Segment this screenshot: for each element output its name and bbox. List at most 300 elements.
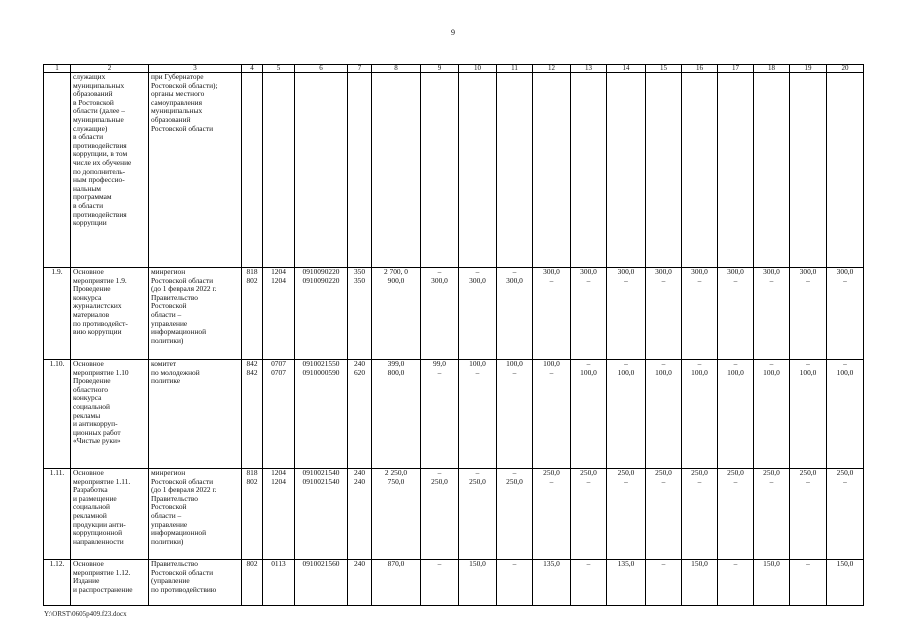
value-cell-c12 bbox=[533, 73, 571, 268]
value-cell-c4 bbox=[242, 268, 263, 360]
value-cell-c17 bbox=[718, 268, 754, 360]
value-cell-c6 bbox=[295, 469, 348, 560]
value-cell-c17 bbox=[718, 73, 754, 268]
executor-line: политике bbox=[151, 376, 181, 386]
row-number-cell: 1.10. bbox=[44, 360, 71, 469]
value-line: 250,0 bbox=[727, 468, 744, 477]
executor-line: области – bbox=[151, 510, 182, 520]
executor-line: Правительство bbox=[151, 292, 198, 302]
executor-line: Ростовской области bbox=[151, 123, 214, 133]
executor-line: Ростовской области bbox=[151, 476, 214, 486]
value-cell-c4 bbox=[242, 73, 263, 268]
value-cell-c6 bbox=[295, 73, 348, 268]
value-cell-c12 bbox=[533, 560, 571, 606]
value-line: 0910090220 bbox=[302, 275, 340, 285]
value-line: – bbox=[769, 275, 774, 285]
event-name-line: коррупционной bbox=[73, 528, 123, 538]
value-line: 300,0 bbox=[580, 267, 597, 276]
value-cell-c18 bbox=[754, 469, 790, 560]
header-cell-1: 1 bbox=[44, 65, 71, 73]
value-line: – bbox=[549, 275, 554, 285]
value-cell-c9 bbox=[421, 268, 459, 360]
value-line: – bbox=[437, 367, 442, 377]
value-line: 100,0 bbox=[727, 367, 744, 377]
event-name-line: коррупции, в том bbox=[73, 149, 128, 159]
executor-line: информационной bbox=[151, 528, 207, 538]
value-line: – bbox=[843, 275, 847, 285]
executor-line: политики) bbox=[151, 536, 184, 546]
value-line: 900,0 bbox=[387, 275, 405, 285]
value-line: 1204 bbox=[271, 476, 286, 486]
executor-cell bbox=[149, 268, 242, 360]
value-line: – bbox=[733, 559, 738, 568]
value-line: – bbox=[661, 275, 666, 285]
executor-cell bbox=[149, 73, 242, 268]
value-line: 100,0 bbox=[469, 359, 486, 368]
executor-line: органы местного bbox=[151, 89, 205, 99]
value-cell-c6 bbox=[295, 360, 348, 469]
value-line: – bbox=[661, 476, 666, 486]
header-cell-14: 14 bbox=[607, 65, 646, 73]
executor-line: Ростовской области); bbox=[151, 80, 218, 90]
executor-line: (до 1 февраля 2022 г. bbox=[151, 485, 217, 495]
event-name-line: ционных работ bbox=[73, 427, 121, 437]
value-cell-c4 bbox=[242, 360, 263, 469]
value-cell-c8 bbox=[372, 560, 421, 606]
value-cell-c19 bbox=[790, 360, 827, 469]
value-line: 1204 bbox=[271, 275, 286, 285]
table-body bbox=[44, 65, 864, 606]
value-cell-c16 bbox=[682, 73, 718, 268]
executor-line: по противодействию bbox=[151, 584, 217, 594]
value-line: 0910021550 bbox=[302, 359, 340, 368]
executor-line: при Губернаторе bbox=[151, 72, 204, 81]
value-line: – bbox=[586, 476, 591, 486]
value-line: 818 bbox=[246, 468, 258, 477]
event-name-line: Разработка bbox=[73, 485, 108, 495]
value-line: 250,0 bbox=[691, 468, 708, 477]
value-cell-c5 bbox=[263, 560, 295, 606]
value-line: – bbox=[586, 359, 591, 368]
value-cell-c18 bbox=[754, 560, 790, 606]
event-name-line: вию коррупции bbox=[73, 327, 122, 337]
executor-line: информационной bbox=[151, 327, 207, 337]
event-name-cell bbox=[71, 560, 149, 606]
value-line: 100,0 bbox=[799, 367, 817, 377]
executor-line: Ростовской области bbox=[151, 275, 214, 285]
header-cell-5: 5 bbox=[263, 65, 295, 73]
value-line: 250,0 bbox=[431, 476, 448, 486]
value-line: – bbox=[806, 559, 810, 568]
value-cell-c13 bbox=[571, 73, 607, 268]
header-cell-17: 17 bbox=[718, 65, 754, 73]
value-line: 0910021540 bbox=[302, 476, 340, 486]
value-cell-c4 bbox=[242, 560, 263, 606]
event-name-line: нальным bbox=[73, 183, 101, 193]
value-line: 150,0 bbox=[836, 559, 854, 568]
value-line: – bbox=[806, 275, 810, 285]
event-name-line: мероприятие 1.10 bbox=[73, 367, 129, 377]
value-line: 0910021540 bbox=[302, 468, 340, 477]
event-name-line: образований bbox=[73, 89, 113, 99]
value-line: – bbox=[733, 275, 738, 285]
value-line: – bbox=[512, 559, 517, 568]
value-cell-c20 bbox=[827, 360, 864, 469]
value-line: – bbox=[512, 267, 517, 276]
event-name-line: рекламной bbox=[73, 510, 107, 520]
value-line: 0113 bbox=[271, 559, 286, 568]
executor-line: самоуправления bbox=[151, 97, 203, 107]
value-line: 250,0 bbox=[836, 468, 854, 477]
value-line: 0910021560 bbox=[302, 559, 340, 568]
value-line: – bbox=[586, 559, 591, 568]
value-line: 135,0 bbox=[543, 559, 560, 568]
event-name-line: и распространение bbox=[73, 584, 133, 594]
value-cell-c19 bbox=[790, 73, 827, 268]
event-name-line: коррупции bbox=[73, 218, 107, 228]
value-cell-c13 bbox=[571, 360, 607, 469]
header-cell-10: 10 bbox=[459, 65, 497, 73]
value-line: 0707 bbox=[271, 359, 286, 368]
row-number-cell bbox=[44, 73, 71, 268]
value-line: 842 bbox=[246, 367, 258, 377]
header-cell-13: 13 bbox=[571, 65, 607, 73]
table-row bbox=[44, 73, 864, 268]
value-line: 300,0 bbox=[799, 267, 817, 276]
event-name-line: и размещение bbox=[73, 493, 117, 503]
value-line: – bbox=[624, 359, 628, 368]
value-cell-c15 bbox=[646, 560, 682, 606]
value-line: – bbox=[733, 359, 738, 368]
value-cell-c10 bbox=[459, 360, 497, 469]
header-cell-6: 6 bbox=[295, 65, 348, 73]
value-cell-c13 bbox=[571, 268, 607, 360]
value-line: 240 bbox=[353, 359, 366, 368]
value-line: – bbox=[475, 267, 480, 276]
value-line: 100,0 bbox=[763, 367, 780, 377]
event-name-line: служащих bbox=[73, 72, 106, 81]
value-line: 300,0 bbox=[431, 275, 448, 285]
value-cell-c14 bbox=[607, 73, 646, 268]
value-line: 300,0 bbox=[469, 275, 486, 285]
value-line: – bbox=[661, 359, 666, 368]
event-name-line: в области bbox=[73, 132, 104, 142]
event-name-cell bbox=[71, 360, 149, 469]
value-cell-c20 bbox=[827, 268, 864, 360]
page-number: 9 bbox=[451, 28, 455, 37]
value-line: – bbox=[512, 468, 517, 477]
value-line: 100,0 bbox=[617, 367, 635, 377]
value-line: – bbox=[437, 468, 442, 477]
value-cell-c17 bbox=[718, 360, 754, 469]
event-name-line: в области bbox=[73, 200, 104, 210]
value-cell-c16 bbox=[682, 268, 718, 360]
value-line: 150,0 bbox=[763, 559, 780, 568]
value-line: 100,0 bbox=[836, 367, 854, 377]
value-line: 100,0 bbox=[543, 359, 560, 368]
value-cell-c16 bbox=[682, 560, 718, 606]
value-cell-c7 bbox=[348, 268, 372, 360]
value-cell-c12 bbox=[533, 360, 571, 469]
value-line: – bbox=[697, 275, 702, 285]
value-cell-c19 bbox=[790, 469, 827, 560]
value-line: – bbox=[475, 367, 480, 377]
value-line: 240 bbox=[353, 476, 366, 486]
value-line: 100,0 bbox=[580, 367, 597, 377]
value-line: 300,0 bbox=[836, 267, 854, 276]
table-row bbox=[44, 469, 864, 560]
event-name-line: конкурса bbox=[73, 393, 102, 403]
table-row bbox=[44, 560, 864, 606]
executor-line: муниципальных bbox=[151, 106, 203, 116]
value-line: – bbox=[512, 367, 517, 377]
event-name-line: ным профессио- bbox=[73, 175, 125, 185]
executor-line: политики) bbox=[151, 335, 184, 345]
value-cell-c12 bbox=[533, 469, 571, 560]
executor-cell bbox=[149, 560, 242, 606]
header-cell-15: 15 bbox=[646, 65, 682, 73]
event-name-line: материалов bbox=[73, 309, 110, 319]
event-name-line: муниципальные bbox=[73, 114, 124, 124]
value-line: 300,0 bbox=[617, 267, 635, 276]
executor-line: Правительство bbox=[151, 493, 198, 503]
value-line: 300,0 bbox=[543, 267, 560, 276]
value-line: – bbox=[586, 275, 591, 285]
event-name-cell bbox=[71, 469, 149, 560]
value-cell-c15 bbox=[646, 360, 682, 469]
event-name-line: мероприятие 1.11. bbox=[73, 476, 131, 486]
event-name-line: в Ростовской bbox=[73, 97, 114, 107]
value-cell-c7 bbox=[348, 360, 372, 469]
value-line: 620 bbox=[353, 367, 366, 377]
event-name-line: Основное bbox=[73, 468, 104, 477]
value-line: 250,0 bbox=[543, 468, 560, 477]
value-cell-c19 bbox=[790, 268, 827, 360]
event-name-line: направленности bbox=[73, 536, 124, 546]
value-cell-c20 bbox=[827, 73, 864, 268]
event-name-line: мероприятие 1.12. bbox=[73, 567, 131, 577]
value-cell-c15 bbox=[646, 469, 682, 560]
value-line: 240 bbox=[353, 468, 366, 477]
value-line: 250,0 bbox=[506, 476, 523, 486]
event-name-line: числе их обучение bbox=[73, 157, 132, 167]
value-cell-c13 bbox=[571, 560, 607, 606]
executor-line: Правительство bbox=[151, 559, 198, 568]
event-name-line: продукции анти- bbox=[73, 519, 126, 529]
value-line: 842 bbox=[246, 359, 258, 368]
row-number-cell: 1.9. bbox=[44, 268, 71, 360]
value-line: 802 bbox=[246, 476, 258, 486]
event-name-cell bbox=[71, 268, 149, 360]
event-name-line: конкурса bbox=[73, 292, 102, 302]
value-cell-c5 bbox=[263, 268, 295, 360]
header-cell-9: 9 bbox=[421, 65, 459, 73]
executor-line: области – bbox=[151, 309, 182, 319]
value-line: – bbox=[843, 359, 847, 368]
value-cell-c8 bbox=[372, 268, 421, 360]
header-cell-18: 18 bbox=[754, 65, 790, 73]
value-line: 2 250,0 bbox=[384, 468, 408, 477]
value-cell-c16 bbox=[682, 360, 718, 469]
value-line: 1204 bbox=[271, 468, 286, 477]
event-name-line: противодействия bbox=[73, 140, 127, 150]
value-line: – bbox=[549, 367, 554, 377]
header-row bbox=[44, 65, 864, 73]
value-cell-c10 bbox=[459, 268, 497, 360]
value-line: 100,0 bbox=[655, 367, 672, 377]
value-line: – bbox=[769, 476, 774, 486]
value-line: 250,0 bbox=[799, 468, 817, 477]
value-line: – bbox=[549, 476, 554, 486]
value-cell-c5 bbox=[263, 73, 295, 268]
row-number-cell: 1.12. bbox=[44, 560, 71, 606]
header-cell-16: 16 bbox=[682, 65, 718, 73]
event-name-line: и антикорруп- bbox=[73, 419, 118, 429]
value-line: 240 bbox=[353, 559, 366, 568]
value-line: 135,0 bbox=[617, 559, 635, 568]
row-number-cell: 1.11. bbox=[44, 469, 71, 560]
event-name-line: по противодейст- bbox=[73, 318, 128, 328]
event-name-line: Проведение bbox=[73, 284, 111, 294]
value-line: – bbox=[624, 275, 628, 285]
event-name-cell bbox=[71, 73, 149, 268]
value-cell-c6 bbox=[295, 560, 348, 606]
value-cell-c18 bbox=[754, 360, 790, 469]
executor-cell bbox=[149, 360, 242, 469]
event-name-line: программам bbox=[73, 192, 112, 202]
value-cell-c11 bbox=[497, 268, 533, 360]
table-row bbox=[44, 268, 864, 360]
value-cell-c20 bbox=[827, 469, 864, 560]
value-cell-c14 bbox=[607, 360, 646, 469]
value-line: – bbox=[769, 359, 774, 368]
footer-file-path: Y:\ORST\0605p409.f23.docx bbox=[44, 610, 127, 618]
header-cell-2: 2 bbox=[71, 65, 149, 73]
event-name-line: Издание bbox=[73, 576, 100, 586]
event-name-line: муниципальных bbox=[73, 80, 125, 90]
event-name-line: Основное bbox=[73, 359, 104, 368]
value-cell-c9 bbox=[421, 360, 459, 469]
value-line: 300,0 bbox=[506, 275, 523, 285]
executor-line: по молодежной bbox=[151, 367, 200, 377]
value-cell-c12 bbox=[533, 268, 571, 360]
value-line: 870,0 bbox=[387, 559, 405, 568]
executor-line: Ростовской bbox=[151, 502, 187, 512]
value-cell-c16 bbox=[682, 469, 718, 560]
value-line: – bbox=[475, 468, 480, 477]
value-cell-c13 bbox=[571, 469, 607, 560]
executor-line: Ростовской bbox=[151, 301, 187, 311]
value-line: 250,0 bbox=[655, 468, 672, 477]
event-name-line: социальной bbox=[73, 502, 110, 512]
value-line: – bbox=[806, 359, 810, 368]
value-line: – bbox=[624, 476, 628, 486]
value-cell-c7 bbox=[348, 73, 372, 268]
value-cell-c5 bbox=[263, 469, 295, 560]
value-line: 1204 bbox=[271, 267, 286, 276]
value-cell-c11 bbox=[497, 469, 533, 560]
header-cell-4: 4 bbox=[242, 65, 263, 73]
event-name-line: «Чистые руки» bbox=[73, 436, 121, 446]
value-line: – bbox=[437, 559, 442, 568]
value-line: 818 bbox=[246, 267, 258, 276]
executor-line: Ростовской области bbox=[151, 567, 214, 577]
value-cell-c8 bbox=[372, 469, 421, 560]
event-name-line: служащие) bbox=[73, 123, 108, 133]
value-cell-c19 bbox=[790, 560, 827, 606]
value-cell-c15 bbox=[646, 73, 682, 268]
event-name-line: рекламы bbox=[73, 410, 101, 420]
value-cell-c7 bbox=[348, 560, 372, 606]
event-name-line: области (далее – bbox=[73, 106, 125, 116]
value-cell-c17 bbox=[718, 469, 754, 560]
value-line: 750,0 bbox=[387, 476, 405, 486]
value-cell-c20 bbox=[827, 560, 864, 606]
event-name-line: противодействия bbox=[73, 209, 127, 219]
value-cell-c15 bbox=[646, 268, 682, 360]
value-line: 802 bbox=[246, 559, 258, 568]
header-cell-11: 11 bbox=[497, 65, 533, 73]
value-line: 350 bbox=[353, 275, 366, 285]
header-cell-12: 12 bbox=[533, 65, 571, 73]
value-line: – bbox=[697, 476, 702, 486]
value-cell-c11 bbox=[497, 560, 533, 606]
value-cell-c14 bbox=[607, 469, 646, 560]
value-cell-c9 bbox=[421, 469, 459, 560]
value-cell-c10 bbox=[459, 469, 497, 560]
value-cell-c9 bbox=[421, 560, 459, 606]
event-name-line: Основное bbox=[73, 559, 104, 568]
event-name-line: Проведение bbox=[73, 376, 111, 386]
event-name-line: областного bbox=[73, 384, 108, 394]
event-name-line: по дополнитель- bbox=[73, 166, 126, 176]
value-cell-c9 bbox=[421, 73, 459, 268]
value-cell-c10 bbox=[459, 73, 497, 268]
value-line: 800,0 bbox=[387, 367, 405, 377]
executor-line: (до 1 февраля 2022 г. bbox=[151, 284, 217, 294]
value-cell-c7 bbox=[348, 469, 372, 560]
value-cell-c5 bbox=[263, 360, 295, 469]
value-line: – bbox=[733, 476, 738, 486]
value-line: – bbox=[806, 476, 810, 486]
header-cell-3: 3 bbox=[149, 65, 242, 73]
value-line: 150,0 bbox=[469, 559, 486, 568]
value-line: – bbox=[697, 359, 702, 368]
value-line: 802 bbox=[246, 275, 258, 285]
value-cell-c8 bbox=[372, 360, 421, 469]
value-line: 2 700, 0 bbox=[383, 267, 409, 276]
value-line: 250,0 bbox=[580, 468, 597, 477]
value-line: 250,0 bbox=[617, 468, 635, 477]
value-cell-c14 bbox=[607, 560, 646, 606]
header-cell-8: 8 bbox=[372, 65, 421, 73]
event-name-line: мероприятие 1.9. bbox=[73, 275, 127, 285]
value-line: – bbox=[661, 559, 666, 568]
value-line: 0707 bbox=[271, 367, 286, 377]
executor-line: управление bbox=[151, 318, 188, 328]
table-row bbox=[44, 360, 864, 469]
event-name-line: журналистских bbox=[73, 301, 122, 311]
event-name-line: социальной bbox=[73, 401, 110, 411]
value-line: 0910000590 bbox=[302, 367, 340, 377]
value-line: 250,0 bbox=[469, 476, 486, 486]
value-line: – bbox=[437, 267, 442, 276]
value-cell-c11 bbox=[497, 73, 533, 268]
value-cell-c11 bbox=[497, 360, 533, 469]
value-line: 350 bbox=[353, 267, 366, 276]
budget-table bbox=[43, 64, 864, 606]
value-line: 399,0 bbox=[387, 359, 405, 368]
